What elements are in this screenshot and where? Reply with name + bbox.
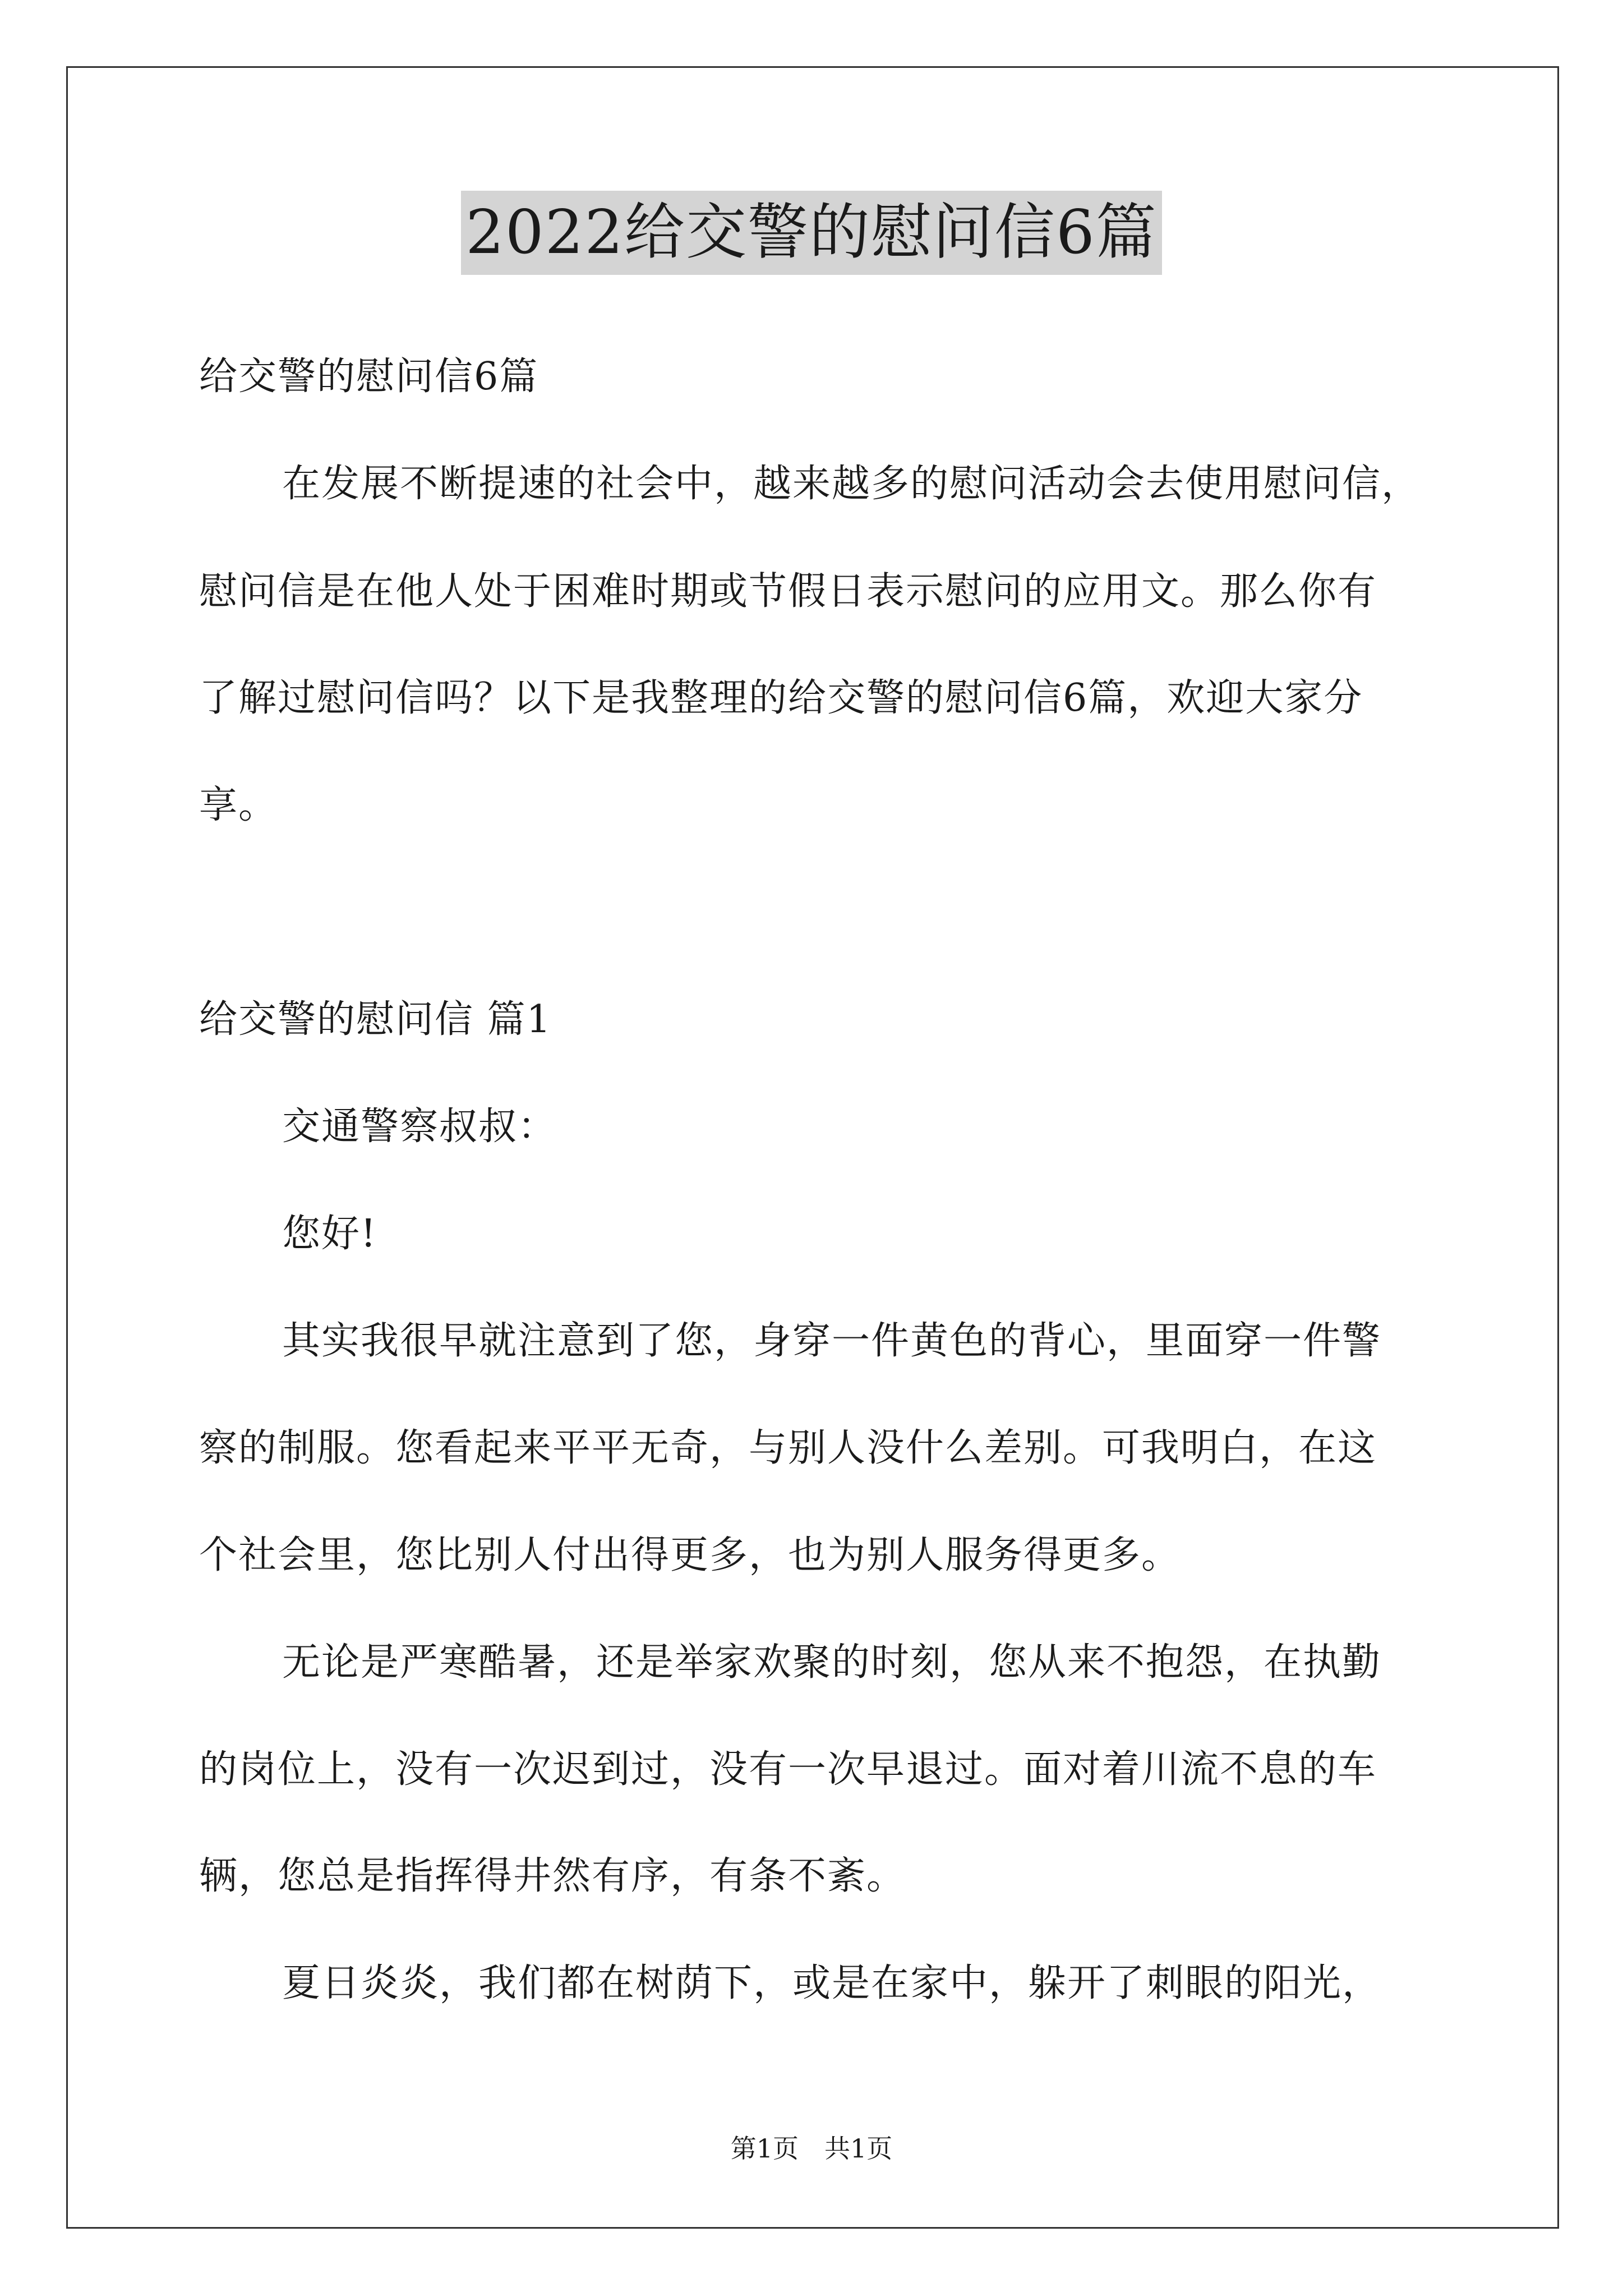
- document-title: 2022给交警的慰问信6篇: [461, 191, 1162, 275]
- para3-line-1: 夏日炎炎，我们都在树荫下，或是在家中，躲开了刺眼的阳光，: [282, 1961, 1382, 2005]
- intro-line-1: 在发展不断提速的社会中，越来越多的慰问活动会去使用慰问信，: [282, 462, 1421, 506]
- para2-line-1: 无论是严寒酷暑，还是举家欢聚的时刻，您从来不抱怨，在执勤: [282, 1640, 1382, 1685]
- title-block: [0, 191, 1623, 275]
- para1-line-3: 个社会里，您比别人付出得更多，也为别人服务得更多。: [199, 1533, 1181, 1577]
- page-footer: [0, 2132, 1623, 2165]
- para1-line-2: 察的制服。您看起来平平无奇，与别人没什么差别。可我明白，在这: [199, 1426, 1377, 1470]
- para2-line-3: 辆，您总是指挥得井然有序，有条不紊。: [199, 1854, 906, 1898]
- para1-line-1: 其实我很早就注意到了您，身穿一件黄色的背心，里面穿一件警: [282, 1319, 1382, 1363]
- intro-line-4: 享。: [199, 783, 278, 827]
- intro-line-3: 了解过慰问信吗？以下是我整理的给交警的慰问信6篇，欢迎大家分: [199, 676, 1363, 720]
- para2-line-2: 的岗位上，没有一次迟到过，没有一次早退过。面对着川流不息的车: [199, 1747, 1377, 1792]
- letter-salutation: 交通警察叔叔：: [282, 1105, 557, 1149]
- section-heading: 给交警的慰问信 篇1: [199, 997, 552, 1042]
- intro-line-2: 慰问信是在他人处于困难时期或节假日表示慰问的应用文。那么你有: [199, 569, 1377, 614]
- letter-greeting: 您好!: [282, 1212, 377, 1256]
- page-number: 第1页 共1页: [730, 2133, 893, 2164]
- document-subtitle: 给交警的慰问信6篇: [199, 355, 539, 399]
